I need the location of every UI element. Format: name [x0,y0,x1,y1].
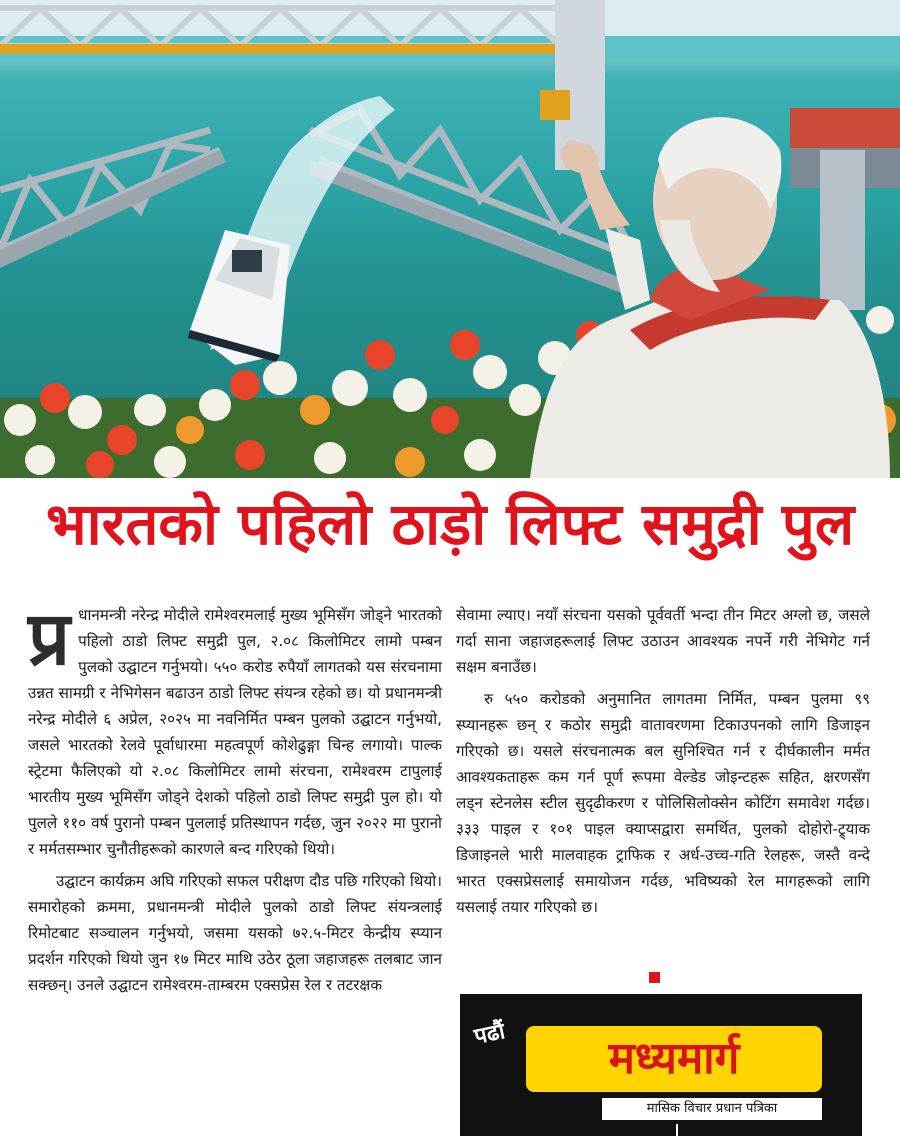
article-paragraph [28,596,442,862]
ad-kicker: पढौं [472,1019,508,1050]
article-column-right [456,602,870,926]
article-paragraph: सेवामा ल्याए। नयाँ संरचना यसको पूर्ववर्ती भन्दा तीन मिटर अग्लो छ, जसले गर्दा साना जहाजहरूलाई लिफ्ट उठाउन आवश्यक नपर्ने गरी नेभिगेट गर्न सक्षम बनाउँछ। [456,606,870,676]
coast-guard-boat [188,230,290,365]
article-end-marker [649,972,660,983]
article-column-left [28,596,442,1004]
ad-brand-logo: मध्यमार्ग [526,1026,822,1092]
paragraph-text: धानमन्त्री नरेन्द्र मोदीले रामेश्वरमलाई मुख्य भूमिसँग जोड्ने भारतको पहिलो ठाडो लिफ्ट समुद्री पुल, २.०८ किलोमिटर लामो पम्बन पुलको उद्घाटन गर्नुभयो। ५५० करोड रुपैयाँ लागतको यस संरचनामा उन्नत सामग्री र नेभिगेसन बढाउन ठाडो लिफ्ट संयन्त्र रहेको छ। यो प्रधानमन्त्री नरेन्द्र मोदीले ६ अप्रेल, २०२५ मा नवनिर्मित पम्बन पुलको उद्घाटन गर्नुभयो, जसले भारतको रेलवे पूर्वाधारमा महत्वपूर्ण कोशेढुङ्गा चिन्ह लगायो। पाल्क स्ट्रेटमा फैलिएको यो २.०८ किलोमिटर लामो संरचना, रामेश्वरम टापुलाई भारतीय मुख्य भूमिसँग जोड्ने देशको पहिलो ठाडो लिफ्ट समुद्री पुल हो। यो पुलले ११० वर्ष पुरानो पम्बन पुललाई प्रतिस्थापन गर्दछ, जुन २०२२ मा पुरानो र मर्मतसम्भार चुनौतीहरूको कारणले बन्द गरिएको थियो। [28,606,442,858]
article-paragraph: उद्घाटन कार्यक्रम अघि गरिएको सफल परीक्षण दौड पछि गरिएको थियो। समारोहको क्रममा, प्रधानमन्त्री मोदीले पुलको ठाडो लिफ्ट संयन्त्रलाई रिमोटबाट सञ्चालन गर्नुभयो, जसमा यसको ७२.५-मिटर केन्द्रीय स्प्यान प्रदर्शन गरिएको थियो जुन १७ मिटर माथि उठेर ठूला जहाजहरू तलबाट जान सक्छन्। उनले उद्घाटन रामेश्वरम-ताम्बरम एक्सप्रेस रेल र तटरक्षक [28,872,442,994]
left-bridge-span [0,130,220,250]
headline: भारतको पहिलो ठाड़ो लिफ्ट समुद्री पुल [45,490,855,558]
hero-photo [0,0,900,478]
ad-divider [676,1124,678,1136]
drop-cap: प्र [28,596,71,682]
article-paragraph: रु ५५० करोडको अनुमानित लागतमा निर्मित, पम्बन पुलमा ९९ स्प्यानहरू छन् र कठोर समुद्री वातावरणमा टिकाउपनको लागि डिजाइन गरिएको छ। यसले संरचनात्मक बल सुनिश्चित गर्न र दीर्घकालीन मर्मत आवश्यकताहरू कम गर्न पूर्ण रूपमा वेल्डेड जोइन्टहरू सहित, क्षरणसँग लड्न स्टेनलेस स्टील सुदृढीकरण र पोलिसिलोक्सेन कोटिंग समावेश गर्दछ। ३३३ पाइल र १०१ पाइल क्याप्सद्वारा समर्थित, पुलको दोहोरो-ट्र्याक डिजाइनले भारी मालवाहक ट्राफिक र अर्ध-उच्च-गति रेलहरू, जस्तै वन्दे भारत एक्सप्रेसलाई समायोजन गर्दछ, भविष्यको रेल मागहरूको लागि यसलाई तयार गरिएको छ। [456,690,870,916]
bridge-scene-illustration [0,0,900,478]
magazine-ad[interactable] [460,994,862,1136]
ad-tagline: मासिक विचार प्रधान पत्रिका [602,1098,822,1120]
